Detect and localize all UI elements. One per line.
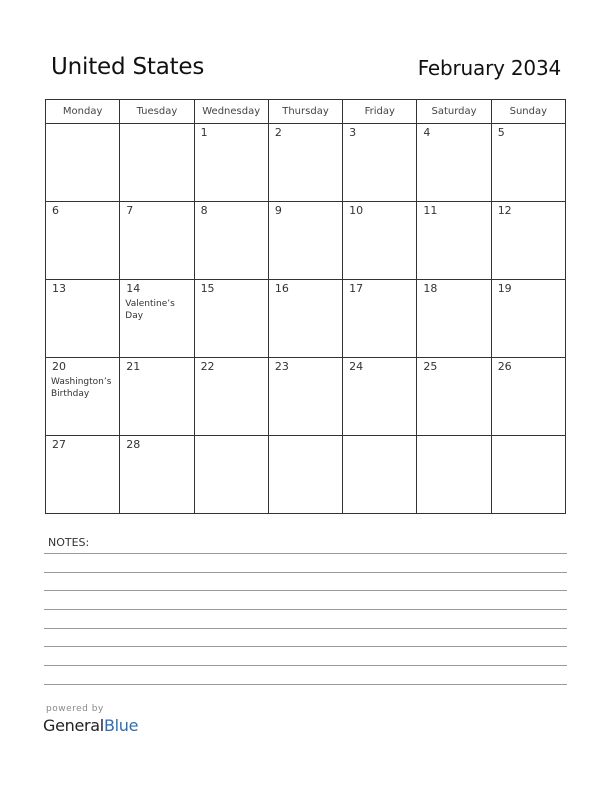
brand-general-text: General: [43, 716, 104, 735]
calendar-day-cell: [491, 124, 565, 202]
calendar-day-cell: [46, 280, 120, 358]
calendar-day-cell: [268, 358, 342, 436]
day-number: [343, 436, 416, 438]
calendar-day-cell: [120, 436, 194, 514]
weekday-header-saturday: Saturday: [417, 100, 491, 124]
calendar-day-cell: [46, 358, 120, 436]
day-number: 22: [200, 360, 215, 373]
day-number: 19: [497, 282, 512, 295]
calendar-body: [46, 124, 566, 514]
calendar-day-cell: [194, 124, 268, 202]
day-number: 16: [274, 282, 289, 295]
weekday-header-friday: Friday: [343, 100, 417, 124]
calendar-day-cell: [194, 436, 268, 514]
calendar-day-cell: [417, 202, 491, 280]
calendar-day-cell: [268, 280, 342, 358]
weekday-header-wednesday: Wednesday: [194, 100, 268, 124]
notes-label: NOTES:: [48, 536, 90, 549]
day-number: 18: [423, 282, 438, 295]
calendar-day-cell: [120, 202, 194, 280]
notes-line: [44, 684, 567, 685]
notes-line: [44, 609, 567, 610]
day-number: 1: [200, 126, 208, 139]
day-number: 17: [349, 282, 364, 295]
notes-line: [44, 646, 567, 647]
holiday-label: Washington’s Birthday: [51, 377, 112, 399]
notes-line: [44, 590, 567, 591]
notes-line: [44, 572, 567, 573]
brand-blue-text: Blue: [103, 716, 139, 735]
calendar-day-cell: [194, 358, 268, 436]
calendar-day-cell: [46, 124, 120, 202]
calendar-day-cell: [120, 124, 194, 202]
notes-line: [44, 553, 567, 554]
day-number: [269, 436, 342, 438]
day-number: 24: [349, 360, 364, 373]
calendar-day-cell: [417, 358, 491, 436]
calendar-day-cell: [491, 202, 565, 280]
month-year-title: February 2034: [417, 56, 561, 80]
calendar-week-row: [46, 436, 566, 514]
day-number: 6: [52, 204, 59, 217]
day-number: 21: [126, 360, 141, 373]
calendar-day-cell: [491, 436, 565, 514]
calendar-week-row: [46, 124, 566, 202]
calendar-day-cell: [417, 436, 491, 514]
calendar-day-cell: [343, 202, 417, 280]
day-number: [492, 436, 565, 438]
day-number: 9: [274, 204, 282, 217]
notes-line: [44, 665, 567, 666]
day-number: 20: [52, 360, 66, 373]
day-number: 14: [126, 282, 141, 295]
calendar-day-cell: [343, 436, 417, 514]
calendar-day-cell: [194, 280, 268, 358]
calendar-day-cell: [268, 436, 342, 514]
country-title: United States: [51, 54, 205, 80]
calendar-day-cell: [268, 124, 342, 202]
day-number: [120, 124, 193, 126]
calendar-day-cell: [194, 202, 268, 280]
calendar-day-cell: [417, 280, 491, 358]
day-number: 8: [200, 204, 208, 217]
holiday-label: Valentine’s Day: [125, 299, 175, 321]
calendar-day-cell: [417, 124, 491, 202]
day-number: 7: [126, 204, 134, 217]
calendar-day-cell: [268, 202, 342, 280]
weekday-header-tuesday: Tuesday: [120, 100, 194, 124]
calendar-week-row: [46, 358, 566, 436]
calendar-day-cell: [120, 358, 194, 436]
day-number: 13: [52, 282, 66, 295]
calendar-day-cell: [46, 436, 120, 514]
weekday-header-row: [46, 100, 566, 124]
day-number: 5: [497, 126, 505, 139]
weekday-header-thursday: Thursday: [268, 100, 342, 124]
calendar-day-cell: [343, 358, 417, 436]
day-number: 2: [274, 126, 282, 139]
calendar-day-cell: [343, 124, 417, 202]
calendar-day-cell: [343, 280, 417, 358]
weekday-header-monday: Monday: [46, 100, 120, 124]
notes-line: [44, 628, 567, 629]
calendar-grid: [45, 99, 566, 514]
day-number: 12: [497, 204, 512, 217]
day-number: 23: [274, 360, 289, 373]
day-number: 15: [200, 282, 215, 295]
day-number: 10: [349, 204, 364, 217]
day-number: [46, 124, 119, 126]
calendar-day-cell: [120, 280, 194, 358]
calendar-week-row: [46, 280, 566, 358]
day-number: 27: [52, 438, 66, 451]
calendar-day-cell: [491, 358, 565, 436]
generalblue-logo: [43, 716, 138, 735]
day-number: 28: [126, 438, 141, 451]
powered-by-text: powered by: [46, 704, 104, 714]
day-number: 25: [423, 360, 438, 373]
weekday-header-sunday: Sunday: [491, 100, 565, 124]
calendar-day-cell: [46, 202, 120, 280]
day-number: [417, 436, 490, 438]
day-number: 4: [423, 126, 431, 139]
day-number: 3: [349, 126, 357, 139]
day-number: [195, 436, 268, 438]
calendar-day-cell: [491, 280, 565, 358]
day-number: 11: [423, 204, 438, 217]
calendar-week-row: [46, 202, 566, 280]
day-number: 26: [497, 360, 512, 373]
